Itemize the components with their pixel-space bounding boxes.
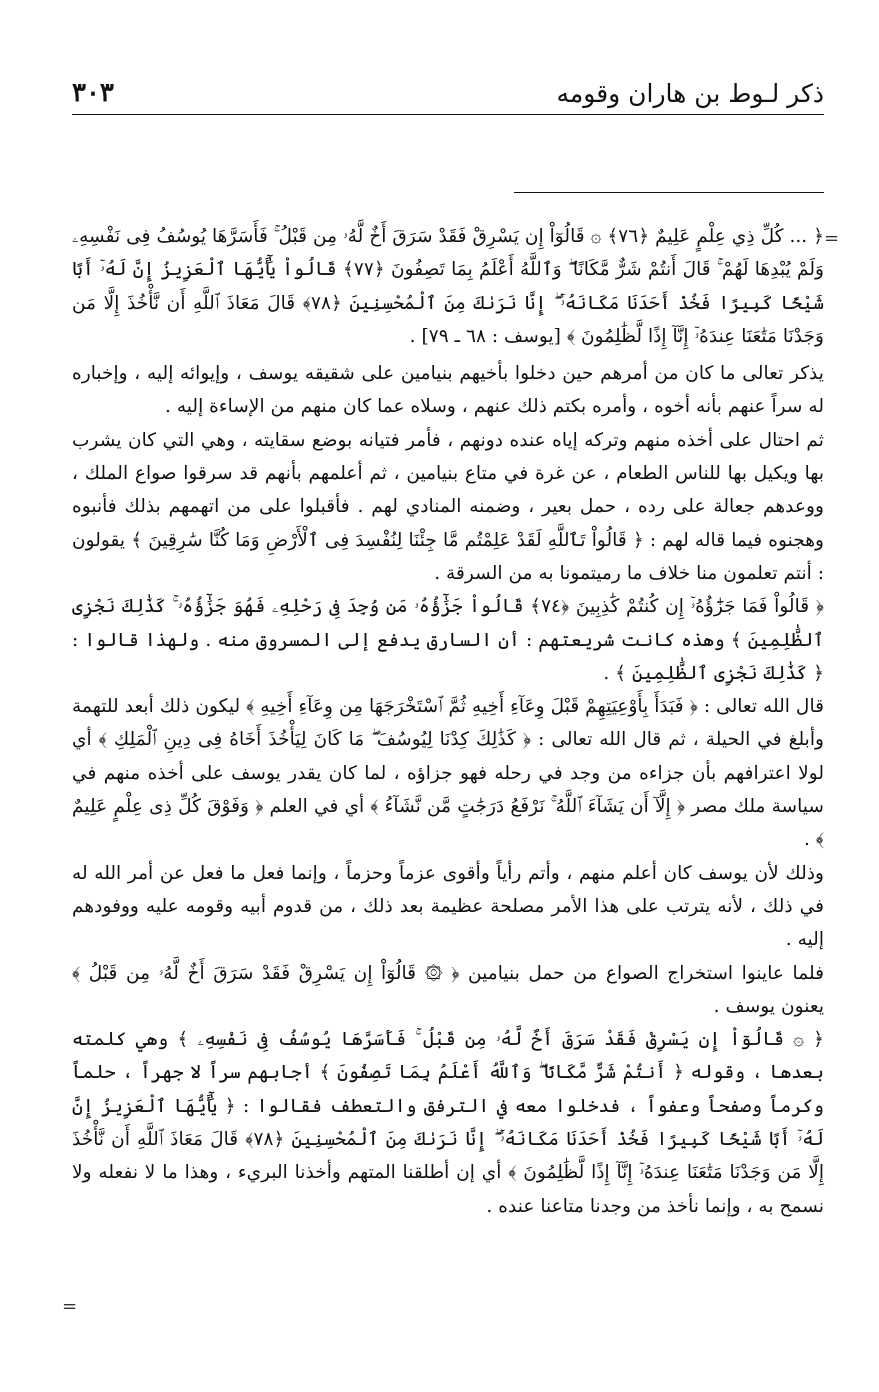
main-text bbox=[72, 220, 824, 1223]
paragraph-7: ﴿ ۞ قَالُوٓاْ إِن يَسْرِقْ فَقَدْ سَرَقَ أَخٌ لَّهُۥ مِن قَبْلُ ۚ فَأَسَرَّهَا يُوسُفُ فِى نَفْسِهِۦ ﴾ وهي كلمته بعدها ، وقوله ﴿ أَنتُمْ شَرٌّ مَّكَانًا ۖ وَٱللَّهُ أَعْلَمُ بِمَا تَصِفُونَ ﴾ أجابهم سراً لا جهراً ، حلماً وكرماً وصفحاً وعفواً ، فدخلوا معه في الترفق والتعطف فقالوا : ﴿ يَٰٓأَيُّهَا ٱلْعَزِيزُ إِنَّ لَهُۥٓ أَبًا شَيْخًا كَبِيرًا فَخُذْ أَحَدَنَا مَكَانَهُۥٓ ۖ إِنَّا نَرَىٰكَ مِنَ ٱلْمُحْسِنِينَ ﴿٧٨﴾ قَالَ مَعَاذَ ٱللَّهِ أَن نَّأْخُذَ إِلَّا مَن وَجَدْنَا مَتَٰعَنَا عِندَهُۥٓ إِنَّآ إِذًا لَّظَٰلِمُونَ ﴾ أي إن أطلقنا المتهم وأخذنا البريء ، وهذا ما لا نفعله ولا نسمح به ، وإنما نأخذ من وجدنا متاعنا عنده . bbox=[72, 1029, 824, 1217]
paragraph-3: ﴿ قَالُواْ فَمَا جَزَٰٓؤُهُۥٓ إِن كُنتُمْ كَٰذِبِينَ ﴿٧٤﴾ قَالُواْ جَزَٰٓؤُهُۥ مَن وُجِدَ فِى رَحْلِهِۦ فَهُوَ جَزَٰٓؤُهُۥ ۚ كَذَٰلِكَ نَجْزِى ٱلظَّٰلِمِينَ ﴾ وهذه كانت شريعتهم : أن السارق يدفع إلى المسروق منه . ولهذا قالوا : ﴿ كَذَٰلِكَ نَجْزِى ٱلظَّٰلِمِينَ ﴾ . bbox=[72, 596, 824, 684]
paragraph-4: قال الله تعالى : ﴿ فَبَدَأَ بِأَوْعِيَتِهِمْ قَبْلَ وِعَآءِ أَخِيهِ ثُمَّ ٱسْتَخْرَجَهَا مِن وِعَآءِ أَخِيهِ ﴾ ليكون ذلك أبعد للتهمة وأبلغ في الحيلة ، ثم قال الله تعالى : ﴿ كَذَٰلِكَ كِدْنَا لِيُوسُفَ ۖ مَا كَانَ لِيَأْخُذَ أَخَاهُ فِى دِينِ ٱلْمَلِكِ ﴾ أي لولا اعترافهم بأن جزاءه من وجد في رحله فهو جزاؤه ، لما كان يقدر يوسف على أخذه منهم في سياسة ملك مصر ﴿ إِلَّآ أَن يَشَآءَ ٱللَّهُ ۚ نَرْفَعُ دَرَجَٰتٍ مَّن نَّشَآءُ ﴾ أي في العلم ﴿ وَفَوْقَ كُلِّ ذِى عِلْمٍ عَلِيمٌ ﴾ . bbox=[72, 696, 824, 851]
running-title: ذكر لـوط بن هاران وقومه bbox=[556, 79, 824, 108]
margin-mark-bottom: = bbox=[62, 1296, 78, 1317]
section-divider bbox=[514, 192, 824, 193]
page-number: ٣٠٣ bbox=[72, 78, 114, 108]
paragraph-2: ثم احتال على أخذه منهم وتركه إياه عنده دونهم ، فأمر فتيانه بوضع سقايته ، وهي التي كان يشرب بها ويكيل بها للناس الطعام ، عن غرة في متاع بنيامين ، ثم أعلمهم بأنهم قد سرقوا صواع الملك ، ووعدهم جعالة على رده ، حمل بعير ، وضمنه المنادي لهم . فأقبلوا على من اتهمهم بذلك فأنبوه وهجنوه فيما قاله لهم : ﴿ قَالُواْ تَٱللَّهِ لَقَدْ عَلِمْتُم مَّا جِئْنَا لِنُفْسِدَ فِى ٱلْأَرْضِ وَمَا كُنَّا سَٰرِقِينَ ﴾ يقولون : أنتم تعلمون منا خلاف ما رميتمونا به من السرقة . bbox=[72, 429, 824, 584]
paragraph-1: يذكر تعالى ما كان من أمرهم حين دخلوا بأخيهم بنيامين على شقيقه يوسف ، وإيوائه إليه ، وإخباره له سراً عنهم بأنه أخوه ، وأمره بكتم ذلك عنهم ، وسلاه عما كان منهم من الإساءة إليه . bbox=[72, 363, 824, 418]
verse-citation: [يوسف : ٦٨ ـ ٧٩] . bbox=[409, 325, 561, 347]
margin-mark-top: = bbox=[824, 228, 840, 249]
quran-verse-text: ﴿ ... كُلِّ ذِي عِلْمٍ عَلِيمٌ ﴿٧٦﴾ ۞ قَالُوٓاْ إِن يَسْرِقْ فَقَدْ سَرَقَ أَخٌ لَّهُۥ مِن قَبْلُ ۚ فَأَسَرَّهَا يُوسُفُ فِى نَفْسِهِۦ وَلَمْ يُبْدِهَا لَهُمْ ۚ قَالَ أَنتُمْ شَرٌّ مَّكَانًا ۖ وَٱللَّهُ أَعْلَمُ بِمَا تَصِفُونَ ﴿٧٧﴾ قَالُواْ يَٰٓأَيُّهَا ٱلْعَزِيزُ إِنَّ لَهُۥٓ أَبًا شَيْخًا كَبِيرًا فَخُذْ أَحَدَنَا مَكَانَهُۥٓ ۖ إِنَّا نَرَىٰكَ مِنَ ٱلْمُحْسِنِينَ ﴿٧٨﴾ قَالَ مَعَاذَ ٱللَّهِ أَن نَّأْخُذَ إِلَّا مَن وَجَدْنَا مَتَٰعَنَا عِندَهُۥٓ إِنَّآ إِذًا لَّظَٰلِمُونَ ﴾ bbox=[72, 226, 825, 347]
quran-passage bbox=[72, 220, 824, 357]
paragraph-5: وذلك لأن يوسف كان أعلم منهم ، وأتم رأياً وأقوى عزماً وحزماً ، وإنما فعل ما فعل عن أمر الله له في ذلك ، لأنه يترتب على هذا الأمر مصلحة عظيمة بعد ذلك ، من قدوم أبيه وقومه عليه ووفودهم إليه . bbox=[72, 862, 824, 951]
page-header bbox=[72, 70, 824, 115]
paragraph-6: فلما عاينوا استخراج الصواع من حمل بنيامين ﴿ ۞ قَالُوٓاْ إِن يَسْرِقْ فَقَدْ سَرَقَ أَخٌ لَّهُۥ مِن قَبْلُ ﴾ يعنون يوسف . bbox=[72, 962, 824, 1017]
